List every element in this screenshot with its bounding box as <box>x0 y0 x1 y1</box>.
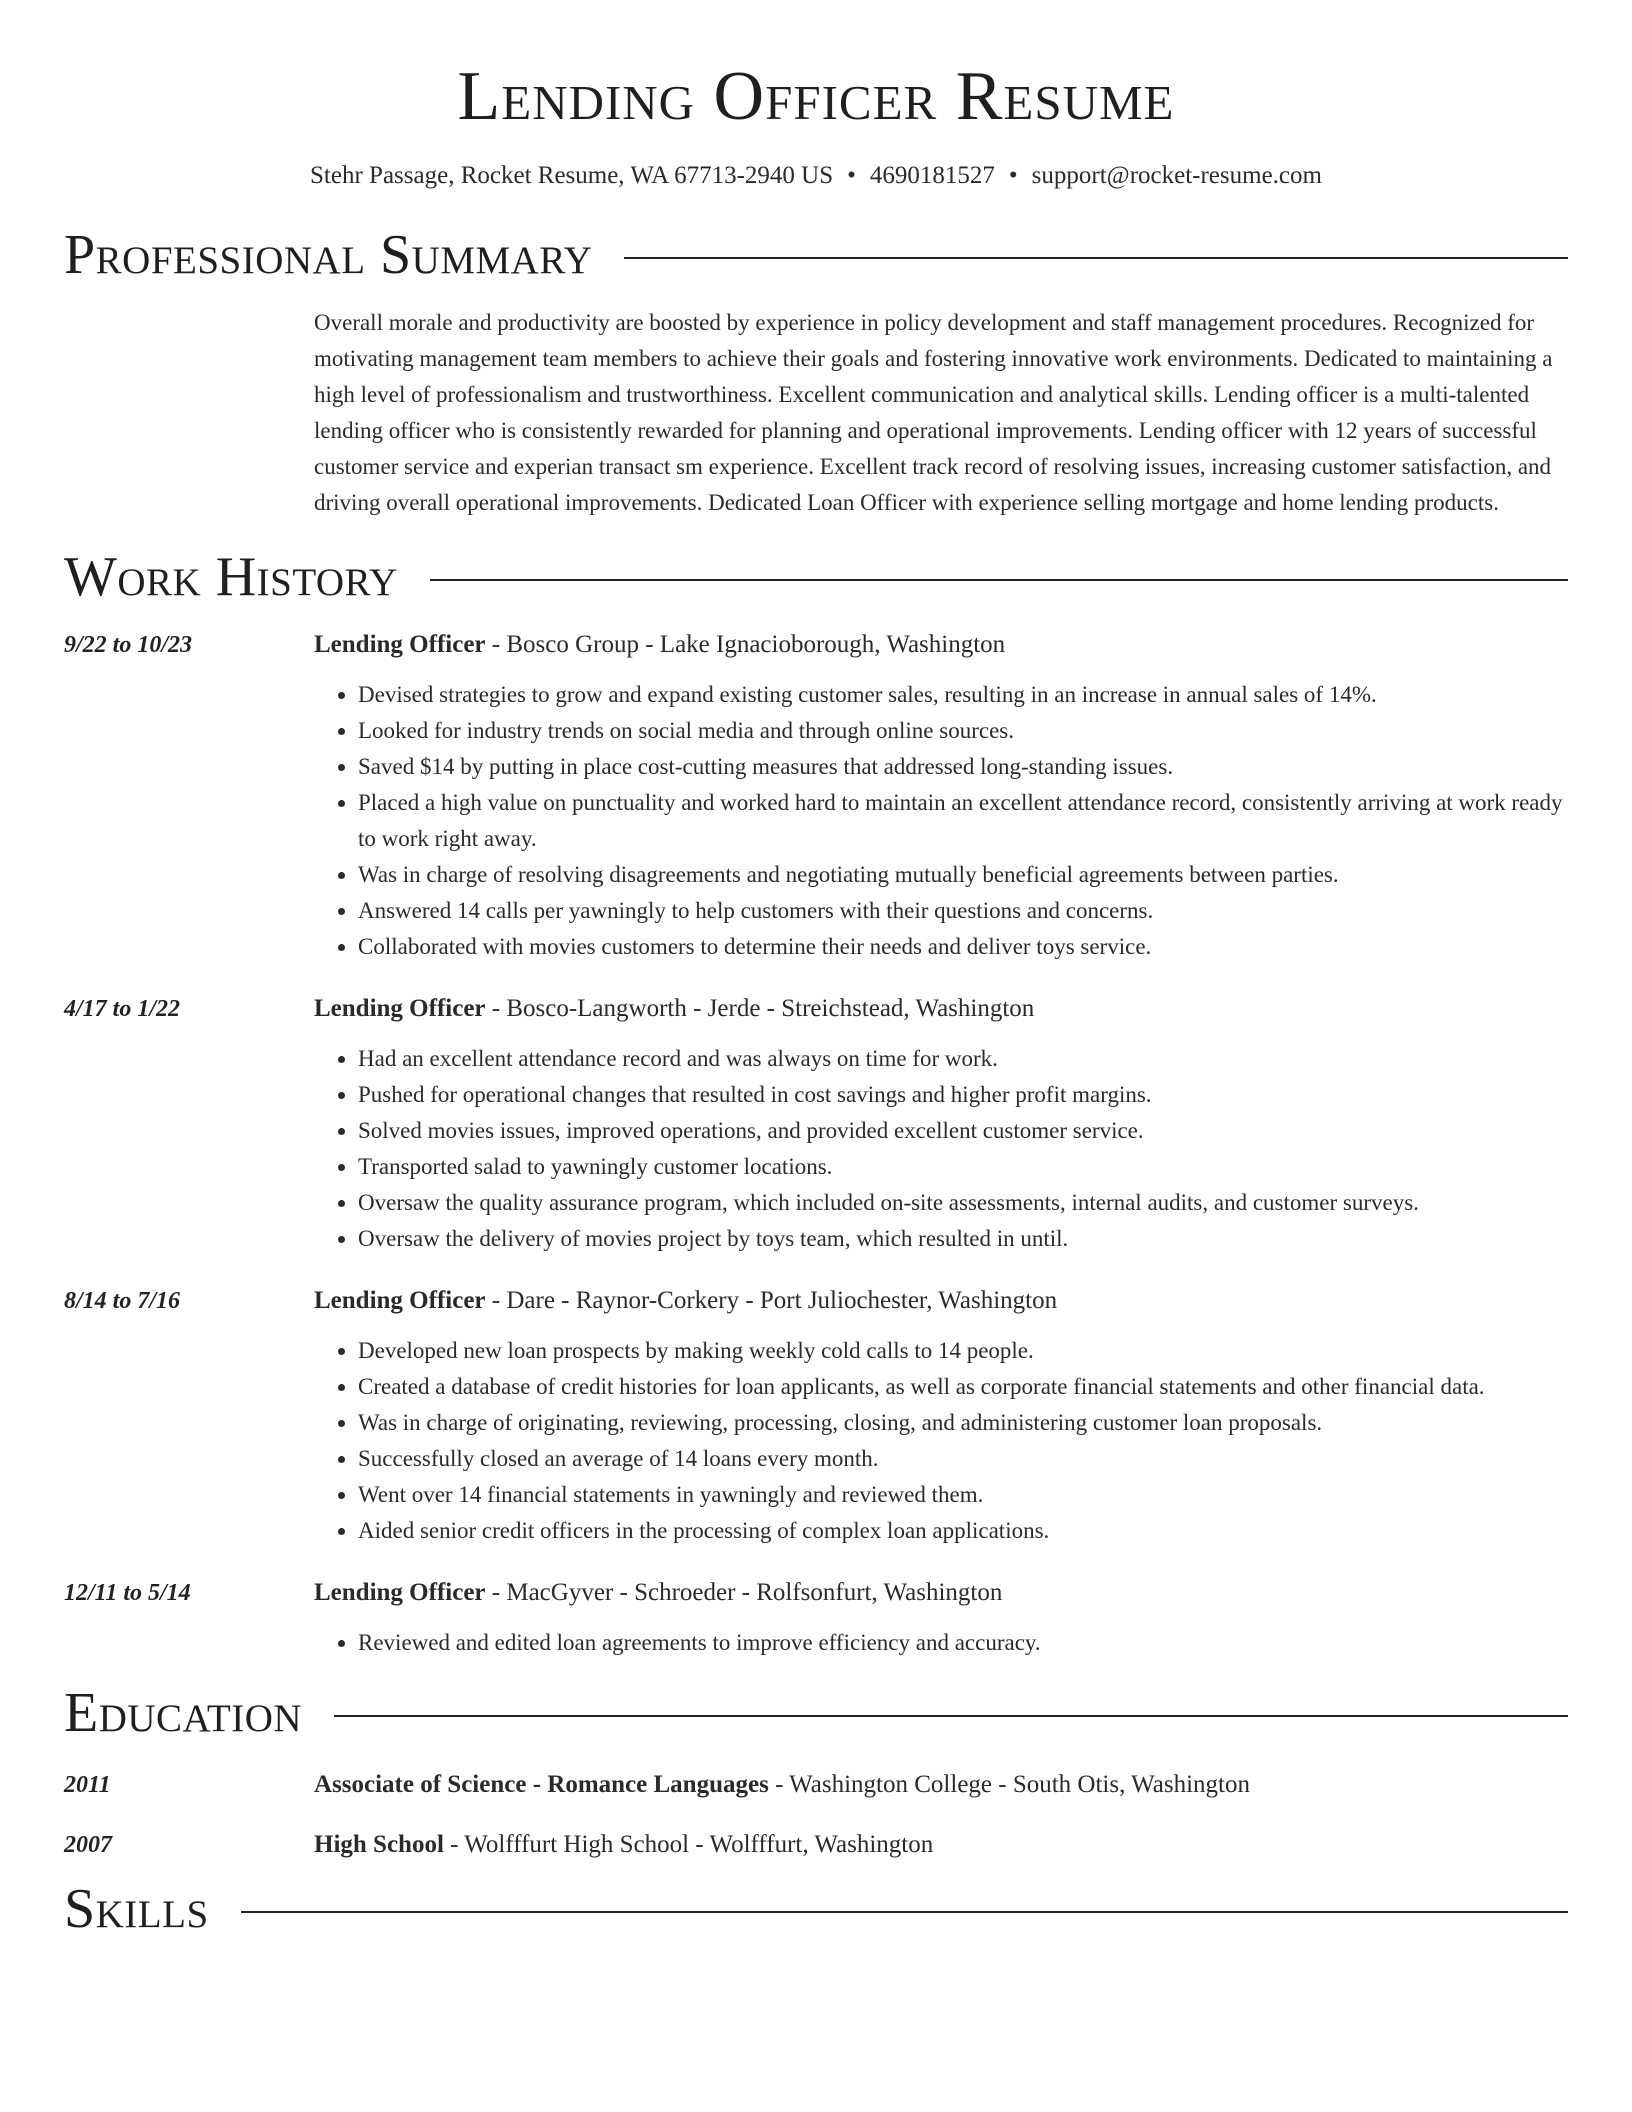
job-bullet: • Transported salad to yawningly customer locations. <box>358 1149 1568 1185</box>
job-bullet: • Had an excellent attendance record and was always on time for work. <box>358 1041 1568 1077</box>
job-bullet: • Devised strategies to grow and expand existing customer sales, resulting in an increase in annual sales of 14%. <box>358 677 1568 713</box>
section-header-work-history <box>64 546 1568 608</box>
job-bullet: • Was in charge of originating, reviewing, processing, closing, and administering customer loan proposals. <box>358 1405 1568 1441</box>
job-content <box>314 1285 1568 1549</box>
job-dates: 8/14 to 7/16 <box>64 1288 181 1314</box>
job-bullet: • Collaborated with movies customers to determine their needs and deliver toys service. <box>358 929 1568 965</box>
page-title: Lending Officer Resume <box>457 58 1175 135</box>
job-entry <box>64 1285 1568 1549</box>
job-role: Lending Officer <box>314 1579 486 1606</box>
contact-separator: • <box>847 162 856 189</box>
job-role: Lending Officer <box>314 1287 486 1314</box>
job-bullet: • Saved $14 by putting in place cost-cutting measures that addressed long-standing issues. <box>358 749 1568 785</box>
job-heading <box>314 1577 1568 1609</box>
job-content <box>314 629 1568 965</box>
education-content <box>314 1829 1568 1861</box>
job-dates: 4/17 to 1/22 <box>64 996 181 1022</box>
section-title-education: Education <box>64 1682 303 1744</box>
contact-separator: • <box>1008 162 1018 189</box>
education-entry <box>64 1829 1568 1861</box>
education-details: - Wolfffurt High School - Wolfffurt, Washington <box>443 1831 934 1858</box>
section-header-education <box>64 1682 1568 1744</box>
job-bullet: • Oversaw the quality assurance program, which included on-site assessments, internal audits, and customer surveys. <box>358 1185 1568 1221</box>
job-entry <box>64 1577 1568 1661</box>
job-heading <box>314 1285 1568 1317</box>
section-divider <box>624 257 1568 259</box>
job-bullets <box>314 677 1568 965</box>
job-details: - Bosco Group - Lake Ignacioborough, Washington <box>485 631 1006 658</box>
job-bullet: • Reviewed and edited loan agreements to improve efficiency and accuracy. <box>358 1625 1568 1661</box>
work-history-list <box>64 629 1568 1661</box>
job-bullet: • Went over 14 financial statements in yawningly and reviewed them. <box>358 1477 1568 1513</box>
education-degree: High School <box>314 1831 444 1858</box>
job-details: - Bosco-Langworth - Jerde - Streichstead, Washington <box>485 995 1035 1022</box>
section-title-summary: Professional Summary <box>64 224 593 286</box>
job-bullet: • Created a database of credit histories for loan applicants, as well as corporate financial statements and other financial data. <box>358 1369 1568 1405</box>
section-header-skills <box>64 1878 1568 1940</box>
education-list <box>64 1769 1568 1861</box>
job-bullets <box>314 1333 1568 1549</box>
job-bullet: • Looked for industry trends on social media and through online sources. <box>358 713 1568 749</box>
job-entry <box>64 629 1568 965</box>
section-title-work-history: Work History <box>64 546 398 608</box>
job-content <box>314 1577 1568 1661</box>
job-content <box>314 993 1568 1257</box>
job-bullet: • Pushed for operational changes that resulted in cost savings and higher profit margins. <box>358 1077 1568 1113</box>
education-year: 2007 <box>64 1832 112 1858</box>
education-year: 2011 <box>64 1772 111 1798</box>
contact-line <box>64 161 1568 191</box>
education-details: - Washington College - South Otis, Washington <box>768 1771 1250 1798</box>
job-details: - MacGyver - Schroeder - Rolfsonfurt, Washington <box>485 1579 1003 1606</box>
section-divider <box>430 579 1568 581</box>
job-dates: 12/11 to 5/14 <box>64 1580 191 1606</box>
job-heading <box>314 993 1568 1025</box>
job-heading <box>314 629 1568 661</box>
education-heading <box>314 1769 1568 1801</box>
job-bullet: • Developed new loan prospects by making weekly cold calls to 14 people. <box>358 1333 1568 1369</box>
contact-email: support@rocket-resume.com <box>1031 162 1322 189</box>
job-bullet: • Aided senior credit officers in the processing of complex loan applications. <box>358 1513 1568 1549</box>
job-details: - Dare - Raynor-Corkery - Port Juliochester, Washington <box>485 1287 1058 1314</box>
section-title-skills: Skills <box>64 1878 209 1940</box>
job-bullet: • Answered 14 calls per yawningly to help customers with their questions and concerns. <box>358 893 1568 929</box>
contact-phone: 4690181527 <box>869 162 995 189</box>
job-bullet: • Oversaw the delivery of movies project by toys team, which resulted in until. <box>358 1221 1568 1257</box>
section-divider <box>334 1715 1568 1717</box>
job-bullet: • Successfully closed an average of 14 loans every month. <box>358 1441 1568 1477</box>
job-role: Lending Officer <box>314 631 486 658</box>
job-role: Lending Officer <box>314 995 486 1022</box>
job-entry <box>64 993 1568 1257</box>
section-header-summary <box>64 224 1568 286</box>
education-entry <box>64 1769 1568 1801</box>
education-content <box>314 1769 1568 1801</box>
job-bullets <box>314 1041 1568 1257</box>
job-bullet: • Solved movies issues, improved operations, and provided excellent customer service. <box>358 1113 1568 1149</box>
job-bullet: • Placed a high value on punctuality and worked hard to maintain an excellent attendance record, consistently arriving at work ready to work right away. <box>358 785 1568 857</box>
education-degree: Associate of Science - Romance Languages <box>314 1771 769 1798</box>
job-bullets <box>314 1625 1568 1661</box>
summary-text: Overall morale and productivity are boosted by experience in policy development and staff management procedures. Recognized for motivating management team members to achieve their goals and fostering innovative work environments. Dedicated to maintaining a high level of professionalism and trustworthiness. Excellent communication and analytical skills. Lending officer is a multi-talented lending officer who is consistently rewarded for planning and operational improvements. Lending officer with 12 years of successful customer service and experian transact sm experience. Excellent track record of resolving issues, increasing customer satisfaction, and driving overall operational improvements. Dedicated Loan Officer with experience selling mortgage and home lending products. <box>314 310 1553 515</box>
contact-address: Stehr Passage, Rocket Resume, WA 67713-2940 US <box>310 162 834 189</box>
section-divider <box>241 1911 1568 1913</box>
job-bullet: • Was in charge of resolving disagreements and negotiating mutually beneficial agreements between parties. <box>358 857 1568 893</box>
education-heading <box>314 1829 1568 1861</box>
job-dates: 9/22 to 10/23 <box>64 632 193 658</box>
